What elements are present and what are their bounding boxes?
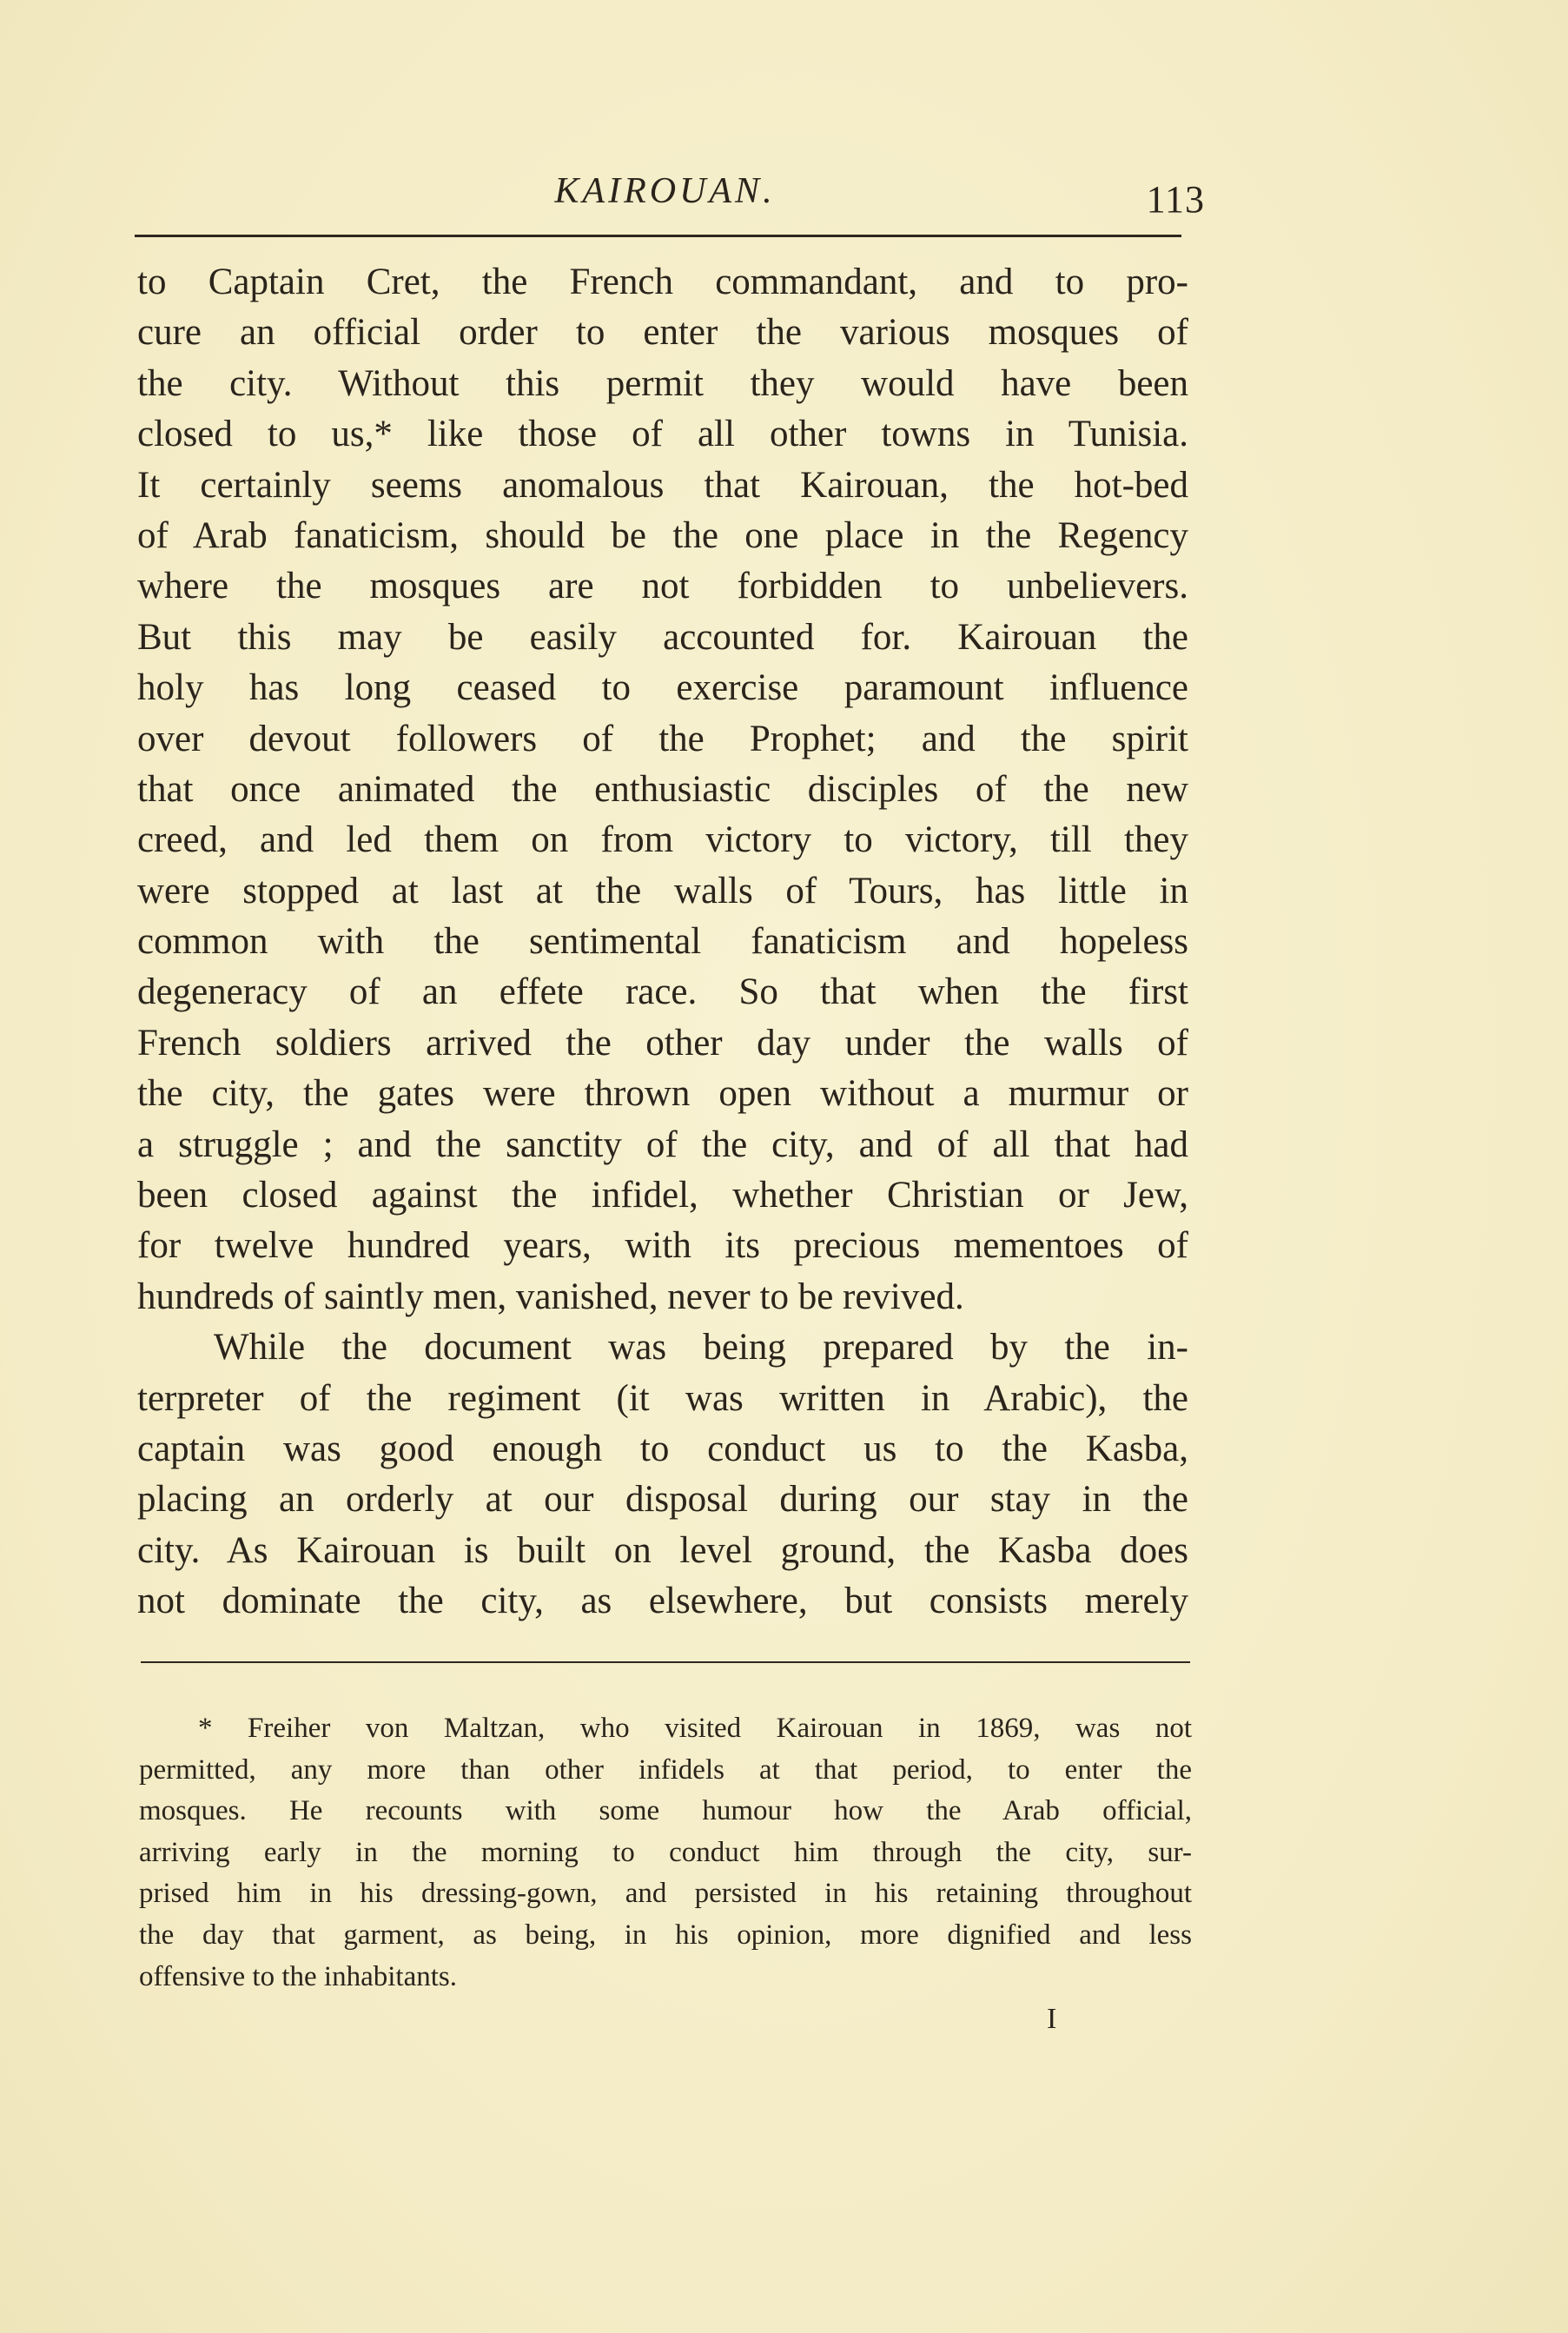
body-text xyxy=(137,257,1188,1627)
body-line: holy has long ceased to exercise paramount influence xyxy=(137,667,1188,709)
body-line: degeneracy of an effete race. So that when the first xyxy=(137,971,1188,1013)
header-rule xyxy=(135,235,1181,237)
footnote-rule xyxy=(141,1661,1190,1663)
body-line: creed, and led them on from victory to victory, till they xyxy=(137,819,1188,861)
body-line: French soldiers arrived the other day under the walls of xyxy=(137,1022,1188,1064)
paragraph-start-line: While the document was being prepared by the in- xyxy=(214,1327,1188,1369)
running-head xyxy=(137,170,1205,222)
body-line: a struggle ; and the sanctity of the city, and of all that had xyxy=(137,1123,1188,1165)
running-title: KAIROUAN. xyxy=(554,171,776,211)
body-line: for twelve hundred years, with its precious mementoes of xyxy=(137,1225,1188,1267)
body-line: of Arab fanaticism, should be the one place in the Regency xyxy=(137,514,1188,556)
body-line: that once animated the enthusiastic disciples of the new xyxy=(137,768,1188,810)
body-line: to Captain Cret, the French commandant, and to pro- xyxy=(137,262,1188,302)
body-line: city. As Kairouan is built on level ground, the Kasba does xyxy=(137,1529,1188,1571)
body-line: But this may be easily accounted for. Kairouan the xyxy=(137,616,1188,658)
body-line: terpreter of the regiment (it was written in Arabic), the xyxy=(137,1377,1188,1419)
footnote xyxy=(139,1708,1192,1998)
body-line: cure an official order to enter the various mosques of xyxy=(137,312,1188,354)
footnote-line: arriving early in the morning to conduct him through the city, sur- xyxy=(139,1836,1192,1868)
body-line: not dominate the city, as elsewhere, but consists merely xyxy=(137,1581,1188,1622)
body-line: the city, the gates were thrown open without a murmur or xyxy=(137,1073,1188,1115)
body-line: captain was good enough to conduct us to the Kasba, xyxy=(137,1428,1188,1469)
footnote-line: * Freiher von Maltzan, who visited Kairouan in 1869, was not xyxy=(198,1713,1192,1744)
body-line: the city. Without this permit they would have been xyxy=(137,362,1188,404)
signature-mark: I xyxy=(1047,2003,1057,2035)
body-line: were stopped at last at the walls of Tours, has little in xyxy=(137,870,1188,911)
footnote-line: permitted, any more than other infidels at that period, to enter the xyxy=(139,1753,1192,1786)
footnote-line: the day that garment, as being, in his opinion, more dignified and less xyxy=(139,1919,1192,1951)
page-number: 113 xyxy=(1146,178,1205,221)
body-line: closed to us,* like those of all other towns in Tunisia. xyxy=(137,414,1188,455)
body-line: common with the sentimental fanaticism and hopeless xyxy=(137,921,1188,963)
body-line: It certainly seems anomalous that Kairouan, the hot-bed xyxy=(137,464,1188,506)
body-line: over devout followers of the Prophet; and the spirit xyxy=(137,718,1188,759)
body-line: placing an orderly at our disposal during our stay in the xyxy=(137,1479,1188,1521)
body-line: been closed against the infidel, whether Christian or Jew, xyxy=(137,1175,1188,1216)
footnote-line: offensive to the inhabitants. xyxy=(139,1960,457,1992)
paragraph-end-line: hundreds of saintly men, vanished, never to be revived. xyxy=(137,1276,964,1317)
body-line: where the mosques are not forbidden to unbelievers. xyxy=(137,566,1188,607)
footnote-line: mosques. He recounts with some humour how the Arab official, xyxy=(139,1795,1192,1827)
footnote-line: prised him in his dressing-gown, and persisted in his retaining throughout xyxy=(139,1878,1192,1910)
